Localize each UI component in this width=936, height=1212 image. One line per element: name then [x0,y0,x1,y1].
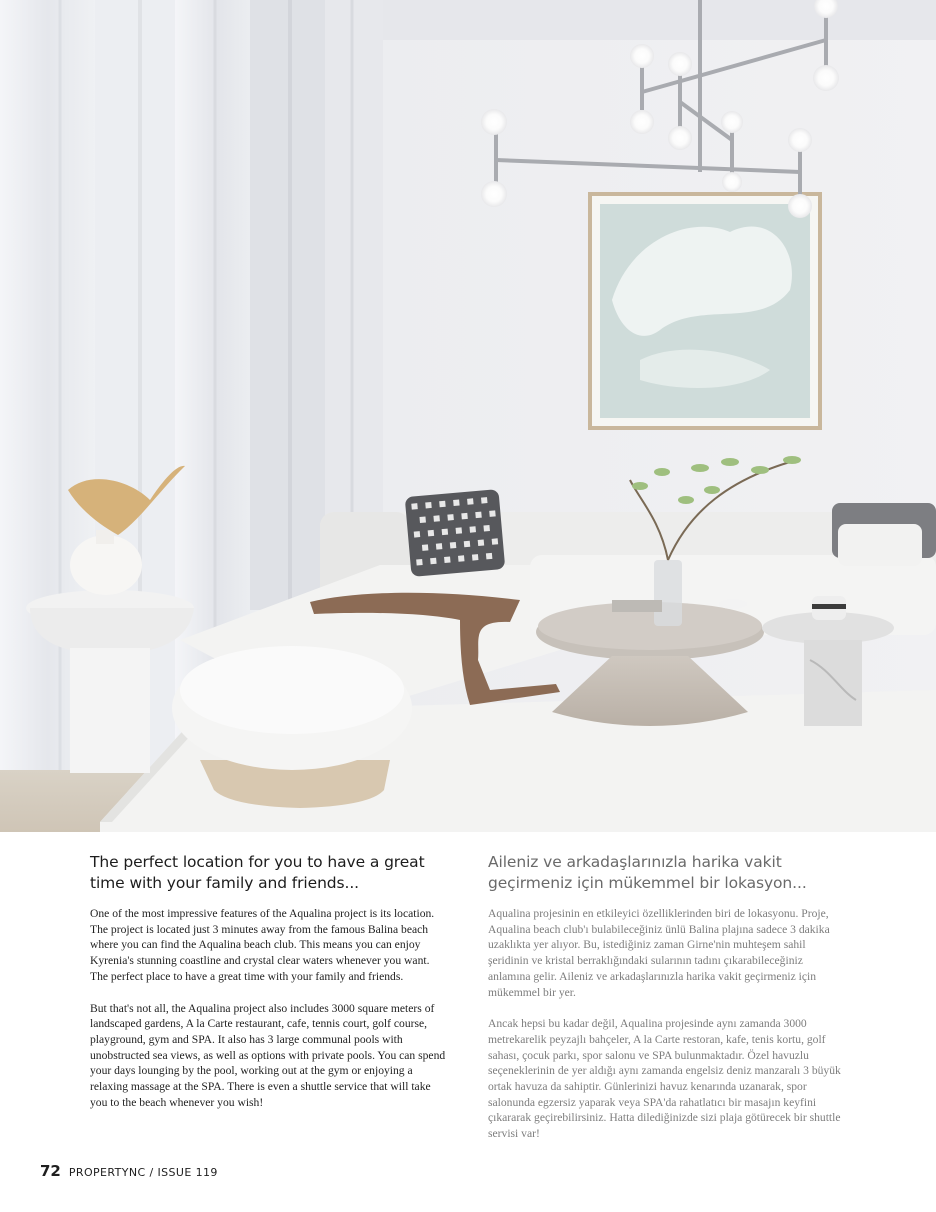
page-number: 72 [40,1162,61,1180]
turkish-paragraph-2: Ancak hepsi bu kadar değil, Aqualina projesinde aynı zamanda 3000 metrekarelik peyzajlı bahçeler, A la Carte restoran, kafe, tenis kortu, golf sahası, çocuk parkı, spor salonu ve SPA bulunmaktadır. Özel havuzlu seçeneklerinin de yer aldığı aynı zamanda engelsiz deniz manzaralı 3 büyük ortak havuza da sahiptir. Günlerinizi havuz kenarında uzanarak, spor salonunda egzersiz yaparak veya SPA'da rahatlatıcı bir masajın keyfini çıkararak geçirebilirsiniz. Hatta dilediğinizde sizi plaja götürecek bir shuttle servisi var! [488,1017,841,1141]
english-column [90,852,450,1126]
turkish-heading: Aileniz ve arkadaşlarınızla harika vakit geçirmeniz için mükemmel bir lokasyon... [488,853,807,892]
turkish-paragraph-1: Aqualina projesinin en etkileyici özelliklerinden biri de lokasyonu. Proje, Aqualina beach club'ı bulabileceğiniz ünlü Balina plajına sadece 3 dakika uzaklıkta yer alıyor. Bu, istediğiniz zaman Girne'nin muhteşem sahil şeridinin ve kristal berraklığındaki sularının tadını çıkarabileceğiniz anlamına gelir. Aileniz ve arkadaşlarınızla harika vakit geçirmeniz için mükemmel bir yer. [488,907,830,999]
wall-art-frame [588,192,822,430]
english-paragraph-2: But that's not all, the Aqualina project also includes 3000 square meters of landscaped gardens, A la Carte restaurant, cafe, tennis court, golf course, playground, gym and SPA. It also has 3 large communal pools with unobstructed sea views, as well as options with private pools. You can spend your days lounging by the pool, working out at the gym or enjoying a relaxing massage at the SPA. There is even a shuttle service that will take you to the beach whenever you wish! [90,1001,446,1109]
english-paragraph-1: One of the most impressive features of the Aqualina project is its location. The project is located just 3 minutes away from the famous Balina beach where you can find the Aqualina beach club. This means you can enjoy Kyrenia's stunning coastline and crystal clear waters whenever you want. The perfect place to have a great time with your family and friends. [90,907,435,983]
turkish-column [488,852,848,1158]
publication-issue: PROPERTYNC / ISSUE 119 [68,1166,218,1179]
page-footer [40,1162,218,1180]
english-heading: The perfect location for you to have a great time with your family and friends... [90,853,425,892]
